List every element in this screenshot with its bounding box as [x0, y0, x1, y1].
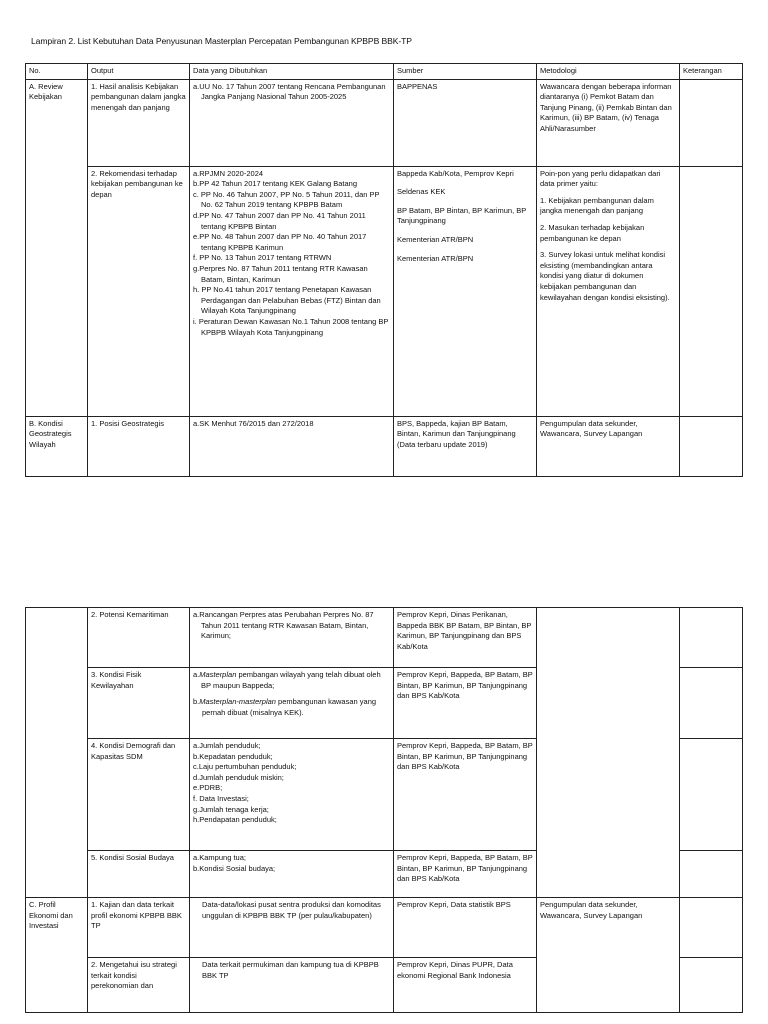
- section-b-label: B. Kondisi Geostrategis Wilayah: [26, 416, 88, 476]
- sumber-item: Kementerian ATR/BPN: [397, 253, 474, 263]
- data-cell: [190, 668, 394, 739]
- sumber-cell: Pemprov Kepri, Dinas PUPR, Data ekonomi Regional Bank Indonesia: [394, 958, 537, 1013]
- section-a-label: A. Review Kebijakan: [26, 79, 88, 416]
- data-item-prefix: a.: [193, 670, 200, 679]
- data-item: h.Pendapatan penduduk;: [193, 815, 277, 825]
- output-cell: 2. Potensi Kemaritiman: [88, 608, 190, 668]
- data-item: f. Data Investasi;: [193, 793, 249, 803]
- sumber-cell: BPS, Bappeda, kajian BP Batam, Bintan, Karimun dan Tanjungpinang (Data terbaru update 2019): [394, 416, 537, 476]
- sumber-item: Bappeda Kab/Kota, Pemprov Kepri: [397, 168, 514, 178]
- requirements-table-part-2: [25, 607, 743, 1013]
- data-item: [193, 697, 390, 718]
- table-row: [26, 608, 743, 668]
- data-item: c.Laju pertumbuhan penduduk;: [193, 762, 297, 772]
- data-item: a.Jumlah penduduk;: [193, 741, 261, 750]
- metodologi-item: 3. Survey lokasi untuk melihat kondisi eksisting (membandingkan antara kondisi yang diatur di dokumen kebijakan pembangunan dan kewilayahan dengan kondisi eksisting).: [540, 250, 670, 302]
- data-item: [193, 670, 390, 691]
- data-item: d.PP No. 47 Tahun 2007 dan PP No. 41 Tahun 2011 tentang KPBPB Bintan: [193, 210, 366, 231]
- data-item: a.SK Menhut 76/2015 dan 272/2018: [193, 418, 314, 428]
- metodologi-cell: [537, 166, 680, 416]
- table-row: [26, 898, 743, 958]
- data-item: g.Perpres No. 87 Tahun 2011 tentang RTR Kawasan Batam, Bintan, Karimun: [193, 263, 368, 284]
- keterangan-cell: [680, 851, 743, 898]
- data-item: a.Rancangan Perpres atas Perubahan Perpres No. 87 Tahun 2011 tentang RTR Kawasan Batam, Bintan, Karimun;: [193, 610, 374, 641]
- data-item-text: pembangunan kawasan yang pernah dibuat (misalnya KEK).: [202, 697, 377, 717]
- data-item: i. Peraturan Dewan Kawasan No.1 Tahun 2008 tentang BP KPBPB Wilayah Kota Tanjungpinang: [193, 316, 389, 337]
- table-row: [26, 166, 743, 416]
- output-cell: 4. Kondisi Demografi dan Kapasitas SDM: [88, 739, 190, 851]
- output-cell: 2. Mengetahui isu strategi terkait kondisi perekonomian dan: [88, 958, 190, 1013]
- data-cell: [190, 166, 394, 416]
- data-cell: [190, 739, 394, 851]
- data-item: e.PP No. 48 Tahun 2007 dan PP No. 40 Tahun 2017 tentang KPBPB Karimun: [193, 232, 367, 252]
- table-row: [26, 79, 743, 166]
- metodologi-intro: Poin-pon yang perlu didapatkan dari data primer yaitu:: [540, 168, 661, 189]
- data-item: d.Jumlah penduduk miskin;: [193, 772, 284, 782]
- data-item: a.UU No. 17 Tahun 2007 tentang Rencana Pembangunan Jangka Panjang Nasional Tahun 2005-2025: [193, 81, 386, 102]
- data-cell: [190, 851, 394, 898]
- data-item-italic: Masterplan-masterplan: [199, 697, 276, 707]
- output-cell: 5. Kondisi Sosial Budaya: [88, 851, 190, 898]
- data-cell: [190, 79, 394, 166]
- sumber-item: BP Batam, BP Bintan, BP Karimun, BP Tanjungpinang: [397, 205, 527, 226]
- data-item: e.PDRB;: [193, 783, 223, 793]
- requirements-table-part-1: [25, 63, 743, 477]
- data-cell: Data-data/lokasi pusat sentra produksi dan komoditas unggulan di KPBPB BBK TP (per pulau/kabupaten): [190, 898, 394, 958]
- table-header-row: [26, 64, 743, 80]
- table-row: [26, 416, 743, 476]
- sumber-cell: Pemprov Kepri, Bappeda, BP Batam, BP Bintan, BP Karimun, BP Tanjungpinang dan BPS Kab/Kota: [394, 739, 537, 851]
- sumber-item: Kementerian ATR/BPN: [397, 234, 474, 244]
- header-no: No.: [26, 64, 88, 80]
- keterangan-cell: [680, 166, 743, 416]
- data-item: b.Kondisi Sosial budaya;: [193, 863, 276, 873]
- sumber-cell: Pemprov Kepri, Dinas Perikanan, Bappeda BBK BP Batam, BP Bintan, BP Karimun, BP Tanjungpinang dan BPS Kab/Kota: [394, 608, 537, 668]
- metodologi-item: 2. Masukan terhadap kebijakan pembangunan ke depan: [540, 222, 645, 243]
- section-c-label: C. Profil Ekonomi dan Investasi: [26, 898, 88, 1013]
- keterangan-cell: [680, 898, 743, 958]
- data-item: b.PP 42 Tahun 2017 tentang KEK Galang Batang: [193, 179, 358, 189]
- data-item: g.Jumlah tenaga kerja;: [193, 804, 269, 814]
- keterangan-cell: [680, 668, 743, 739]
- data-item: a.RPJMN 2020-2024: [193, 168, 264, 178]
- data-cell: Data terkait permukiman dan kampung tua di KPBPB BBK TP: [190, 958, 394, 1013]
- sumber-cell: Pemprov Kepri, Data statistik BPS: [394, 898, 537, 958]
- keterangan-cell: [680, 79, 743, 166]
- data-item: h. PP No.41 tahun 2017 tentang Penetapan Kawasan Perdagangan dan Pelabuhan Bebas (FTZ) Bintan dan Wilayah Kota Tanjungpinang: [193, 285, 381, 316]
- keterangan-cell: [680, 416, 743, 476]
- output-cell: 1. Kajian dan data terkait profil ekonomi KPBPB BBK TP: [88, 898, 190, 958]
- keterangan-cell: [680, 739, 743, 851]
- sumber-cell: Pemprov Kepri, Bappeda, BP Batam, BP Bintan, BP Karimun, BP Tanjungpinang dan BPS Kab/Kota: [394, 851, 537, 898]
- sumber-cell: BAPPENAS: [394, 79, 537, 166]
- keterangan-cell: [680, 958, 743, 1013]
- output-cell: 3. Kondisi Fisik Kewilayahan: [88, 668, 190, 739]
- data-cell: [190, 416, 394, 476]
- data-item: b.Kepadatan penduduk;: [193, 751, 273, 761]
- metodologi-item: 1. Kebijakan pembangunan dalam jangka menengah dan panjang: [540, 195, 654, 216]
- header-keterangan: Keterangan: [680, 64, 743, 80]
- data-item-text: pembangan wilayah yang telah dibuat oleh BP maupun Bappeda;: [201, 670, 381, 690]
- data-item-italic: Masterplan: [199, 670, 237, 679]
- data-item: a.Kampung tua;: [193, 853, 246, 862]
- section-b-continued: [26, 608, 88, 898]
- data-item: c. PP No. 46 Tahun 2007, PP No. 5 Tahun 2011, dan PP No. 62 Tahun 2019 tentang KPBPB Batam: [193, 189, 380, 210]
- header-data: Data yang Dibutuhkan: [190, 64, 394, 80]
- header-sumber: Sumber: [394, 64, 537, 80]
- sumber-cell: Pemprov Kepri, Bappeda, BP Batam, BP Bintan, BP Karimun, BP Tanjungpinang dan BPS Kab/Kota: [394, 668, 537, 739]
- sumber-cell: [394, 166, 537, 416]
- data-item-prefix: b.: [193, 697, 200, 707]
- metodologi-cell: Pengumpulan data sekunder, Wawancara, Survey Lapangan: [537, 898, 680, 1013]
- output-cell: 1. Hasil analisis Kebijakan pembangunan dalam jangka menengah dan panjang: [88, 79, 190, 166]
- data-item: f. PP No. 13 Tahun 2017 tentang RTRWN: [193, 253, 332, 263]
- metodologi-cell: [537, 608, 680, 898]
- keterangan-cell: [680, 608, 743, 668]
- data-cell: [190, 608, 394, 668]
- sumber-item: Seldenas KEK: [397, 187, 446, 197]
- metodologi-cell: Wawancara dengan beberapa informan diantaranya (i) Pemkot Batam dan Tanjung Pinang, (ii) Pemkab Bintan dan Karimun, (iii) BP Batam, (iv) Tenaga Ahli/Narasumber: [537, 79, 680, 166]
- metodologi-cell: Pengumpulan data sekunder, Wawancara, Survey Lapangan: [537, 416, 680, 476]
- header-metodologi: Metodologi: [537, 64, 680, 80]
- header-output: Output: [88, 64, 190, 80]
- output-cell: 2. Rekomendasi terhadap kebijakan pembangunan ke depan: [88, 166, 190, 416]
- document-caption: Lampiran 2. List Kebutuhan Data Penyusunan Masterplan Percepatan Pembangunan KPBPB BBK-TP: [31, 36, 412, 46]
- output-cell: 1. Posisi Geostrategis: [88, 416, 190, 476]
